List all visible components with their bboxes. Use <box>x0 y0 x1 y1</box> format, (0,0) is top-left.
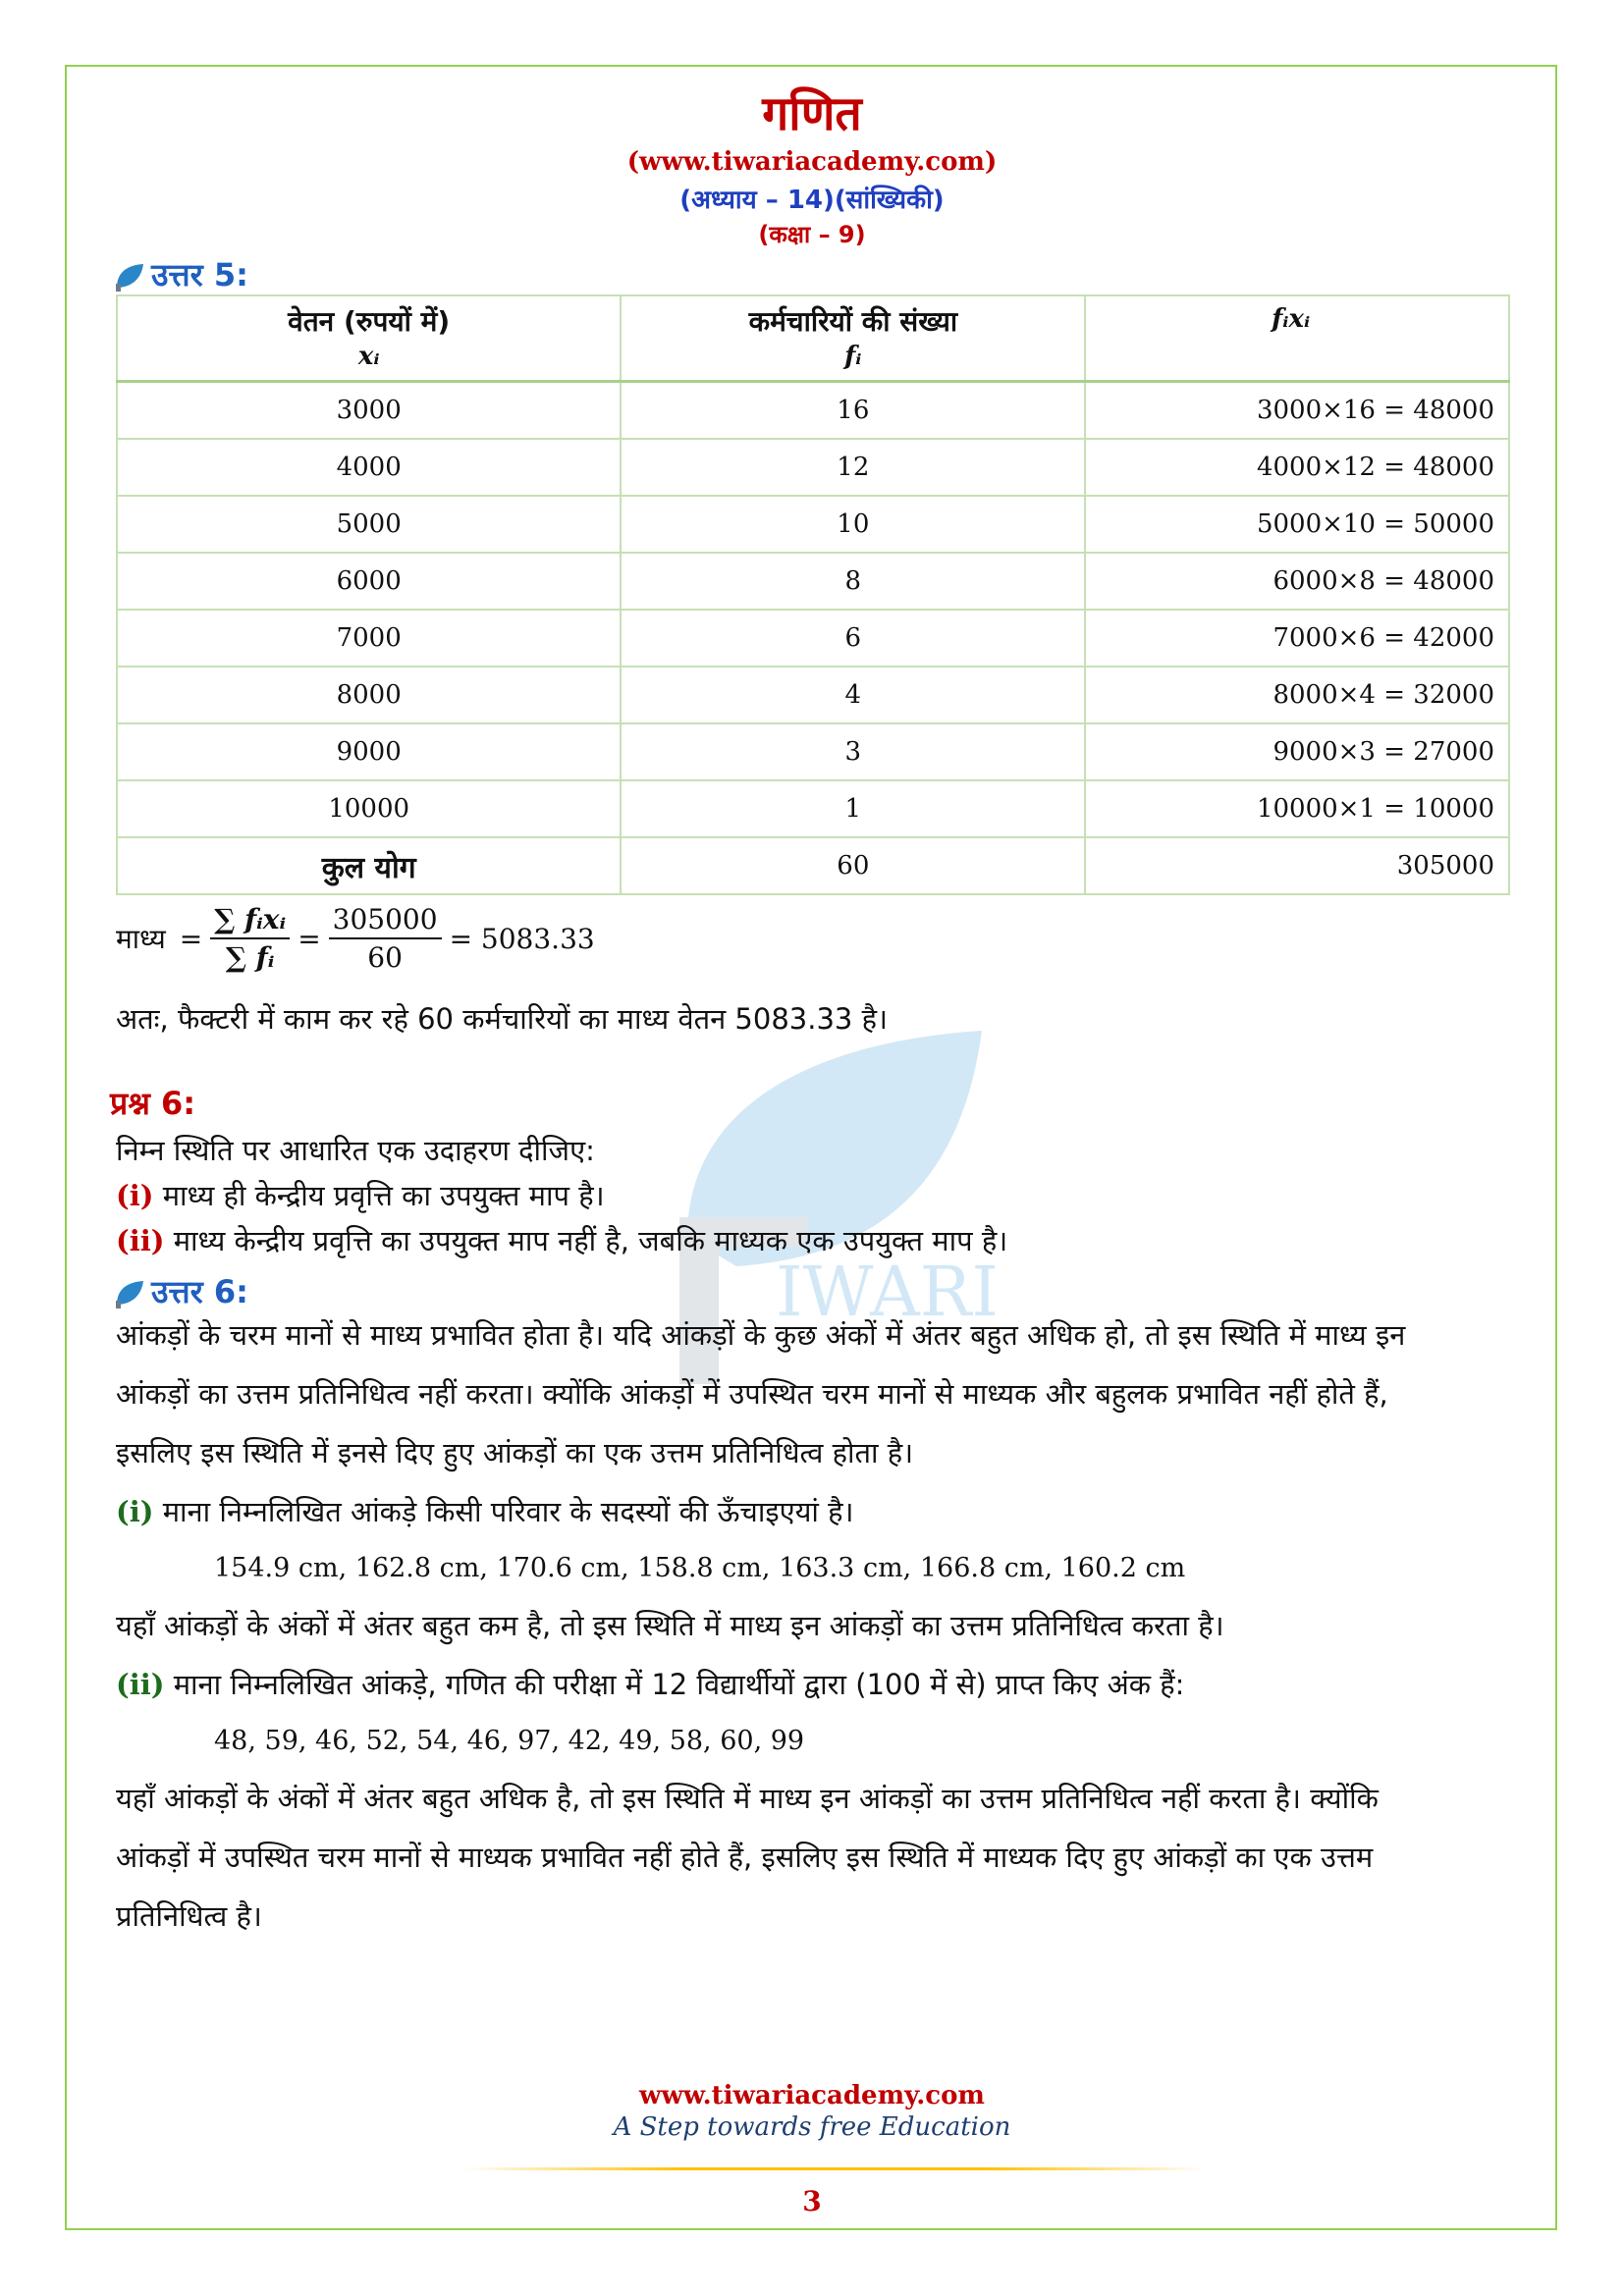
cell-salary: 4000 <box>117 439 621 496</box>
part-text: माना निम्नलिखित आंकड़े किसी परिवार के सदस्यों की ऊँचाइएयां है। <box>162 1495 854 1528</box>
cell-count: 8 <box>621 553 1085 610</box>
mean-equals: = <box>179 922 203 955</box>
cell-salary: 10000 <box>117 780 621 837</box>
col-header-employees: कर्मचारियों की संख्या fᵢ <box>621 295 1085 382</box>
answer-6-part-ii <box>116 1665 1184 1703</box>
marks-data: 48, 59, 46, 52, 54, 46, 97, 42, 49, 58, 60, 99 <box>214 1726 805 1756</box>
class-label: (कक्षा – 9) <box>758 221 866 248</box>
answer-6-para-line: आंकड़ों का उत्तम प्रतिनिधित्व नहीं करता। क्योंकि आंकड़ों में उपस्थित चरम मानों से माध्यक और बहुलक प्रभावित नहीं होते हैं, <box>116 1377 1388 1411</box>
question-6-part-i <box>116 1176 605 1214</box>
page-number: 3 <box>802 2185 822 2217</box>
answer-6-part-i-conclusion: यहाँ आंकड़ों के अंकों में अंतर बहुत कम है, तो इस स्थिति में माध्य इन आंकड़ों का उत्तम प्रतिनिधित्व करता है। <box>116 1609 1224 1642</box>
table-row <box>117 610 1509 667</box>
cell-count: 1 <box>621 780 1085 837</box>
table-row <box>117 780 1509 837</box>
cell-product: 5000×10 = 50000 <box>1085 496 1509 553</box>
answer-6-part-ii-conclusion-line: प्रतिनिधित्व है। <box>116 1899 262 1933</box>
question-6-heading: प्रश्न 6: <box>110 1085 196 1122</box>
part-marker: (i) <box>116 1495 154 1528</box>
part-marker: (ii) <box>116 1224 165 1257</box>
cell-product: 8000×4 = 32000 <box>1085 667 1509 723</box>
cell-product: 9000×3 = 27000 <box>1085 723 1509 780</box>
part-marker: (i) <box>116 1179 154 1212</box>
fraction-denominator: 60 <box>367 941 403 974</box>
cell-salary: 5000 <box>117 496 621 553</box>
answer-6-part-ii-conclusion-line: आंकड़ों में उपस्थित चरम मानों से माध्यक प्रभावित नहीं होते हैं, इसलिए इस स्थिति में माध्यक दिए हुए आंकड़ों का एक उत्तम <box>116 1841 1374 1874</box>
answer-6-part-i <box>116 1492 854 1530</box>
leaf-icon <box>114 262 145 292</box>
salary-table <box>116 294 1510 895</box>
table-row <box>117 382 1509 440</box>
mean-fraction-symbolic <box>210 903 290 974</box>
cell-count: 12 <box>621 439 1085 496</box>
table-header-row <box>117 295 1509 382</box>
mean-formula <box>116 903 595 974</box>
answer-6-heading <box>114 1270 248 1312</box>
part-text: माध्य केन्द्रीय प्रवृत्ति का उपयुक्त माप नहीं है, जबकि माध्यक एक उपयुक्त माप है। <box>173 1224 1008 1257</box>
cell-salary: 7000 <box>117 610 621 667</box>
answer-6-part-ii-conclusion-line: यहाँ आंकड़ों के अंकों में अंतर बहुत अधिक है, तो इस स्थिति में माध्य इन आंकड़ों का उत्तम प्रतिनिधित्व नहीं करता है। क्योंकि <box>116 1782 1379 1815</box>
cell-count: 10 <box>621 496 1085 553</box>
cell-product: 3000×16 = 48000 <box>1085 382 1509 440</box>
question-6-part-ii <box>116 1221 1007 1259</box>
header-site-link[interactable]: (www.tiwariacademy.com) <box>626 147 998 177</box>
cell-salary: 6000 <box>117 553 621 610</box>
table-total-row <box>117 837 1509 894</box>
cell-product: 10000×1 = 10000 <box>1085 780 1509 837</box>
leaf-icon <box>114 1279 145 1308</box>
mean-equals: = <box>298 922 321 955</box>
table-row <box>117 439 1509 496</box>
part-text: माना निम्नलिखित आंकड़े, गणित की परीक्षा में 12 विद्यार्थीयों द्वारा (100 में से) प्राप्त किए अंक हैं: <box>173 1668 1185 1701</box>
cell-product: 6000×8 = 48000 <box>1085 553 1509 610</box>
mean-fraction-numeric <box>329 903 442 974</box>
part-text: माध्य ही केन्द्रीय प्रवृत्ति का उपयुक्त माप है। <box>162 1179 605 1212</box>
fraction-numerator: ∑ fᵢxᵢ <box>210 903 290 939</box>
page-title: गणित <box>762 86 862 141</box>
answer-5-conclusion: अतः, फैक्टरी में काम कर रहे 60 कर्मचारियों का माध्य वेतन 5083.33 है। <box>116 1002 888 1036</box>
chapter-label: (अध्याय – 14)(सांख्यिकी) <box>679 186 945 215</box>
answer-6-heading-text: उत्तर 6: <box>151 1273 248 1310</box>
cell-product: 7000×6 = 42000 <box>1085 610 1509 667</box>
question-6-text: निम्न स्थिति पर आधारित एक उदाहरण दीजिए: <box>116 1134 595 1167</box>
col-header-fx: fᵢxᵢ <box>1085 295 1509 382</box>
cell-salary: 9000 <box>117 723 621 780</box>
part-marker: (ii) <box>116 1668 165 1701</box>
heights-data: 154.9 cm, 162.8 cm, 170.6 cm, 158.8 cm, 163.3 cm, 166.8 cm, 160.2 cm <box>214 1553 1186 1583</box>
table-row <box>117 723 1509 780</box>
table-row <box>117 496 1509 553</box>
table-row <box>117 553 1509 610</box>
answer-5-heading-text: उत्तर 5: <box>151 256 248 294</box>
cell-count: 3 <box>621 723 1085 780</box>
total-product: 305000 <box>1085 837 1509 894</box>
footer-tagline: A Step towards free Education <box>613 2112 1011 2142</box>
footer-divider <box>461 2167 1208 2170</box>
total-count: 60 <box>621 837 1085 894</box>
cell-count: 6 <box>621 610 1085 667</box>
footer-site-link[interactable]: www.tiwariacademy.com <box>639 2081 985 2110</box>
watermark-text: IWARI <box>776 1252 1000 1332</box>
mean-result: = 5083.33 <box>449 922 595 955</box>
fraction-numerator: 305000 <box>329 903 442 939</box>
cell-product: 4000×12 = 48000 <box>1085 439 1509 496</box>
cell-salary: 3000 <box>117 382 621 440</box>
fraction-denominator: ∑ fᵢ <box>225 941 275 974</box>
mean-label: माध्य <box>116 923 166 955</box>
cell-count: 4 <box>621 667 1085 723</box>
col-header-salary: वेतन (रुपयों में) xᵢ <box>117 295 621 382</box>
table-row <box>117 667 1509 723</box>
answer-6-para-line: इसलिए इस स्थिति में इनसे दिए हुए आंकड़ों का एक उत्तम प्रतिनिधित्व होता है। <box>116 1436 914 1469</box>
answer-5-heading <box>114 253 248 295</box>
cell-count: 16 <box>621 382 1085 440</box>
total-label: कुल योग <box>117 837 621 894</box>
cell-salary: 8000 <box>117 667 621 723</box>
answer-6-para-line: आंकड़ों के चरम मानों से माध्य प्रभावित होता है। यदि आंकड़ों के कुछ अंकों में अंतर बहुत अधिक हो, तो इस स्थिति में माध्य इन <box>116 1318 1406 1352</box>
